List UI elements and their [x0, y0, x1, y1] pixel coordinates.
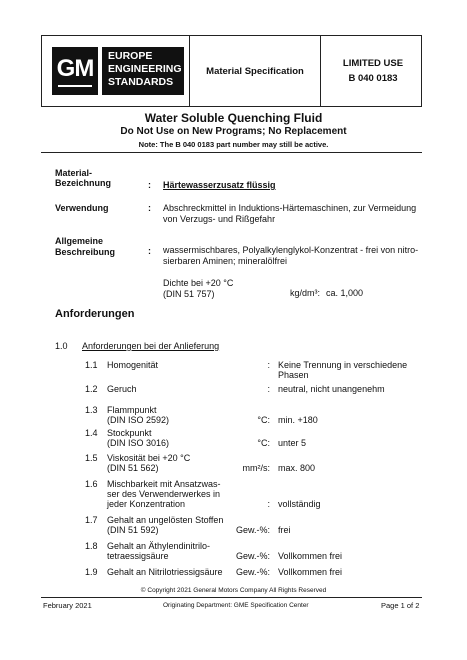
dichte-value: ca. 1,000 — [326, 288, 364, 298]
row-unit: Gew.-%: — [235, 551, 270, 561]
header-box — [41, 35, 422, 107]
limited-use-label: LIMITED USE — [342, 58, 404, 69]
row-label: Viskosität bei +20 °C — [107, 453, 191, 463]
row-number: 1.1 — [85, 360, 98, 370]
row-value: Keine Trennung in verschiedene — [278, 360, 408, 370]
row-number: 1.9 — [85, 567, 98, 577]
row-label: Homogenität — [107, 360, 159, 370]
page-note: Note: The B 040 0183 part number may still be active. — [138, 140, 329, 149]
row-number: 1.2 — [85, 384, 98, 394]
row-label-cont: (DIN ISO 2592) — [107, 415, 170, 425]
row-label-cont: (DIN 51 562) — [107, 463, 159, 473]
header-divider — [189, 36, 190, 106]
spec-id-block — [324, 36, 422, 106]
page-subtitle: Do Not Use on New Programs; No Replacement — [120, 126, 347, 137]
row-label: Gehalt an Nitrilotriessigsäure — [107, 567, 223, 577]
anforderungen-heading: Anforderungen — [55, 308, 135, 320]
material-label: Material- Bezeichnung — [55, 168, 112, 188]
document-type: Material Specification — [206, 65, 304, 77]
footer-divider — [41, 597, 422, 598]
row-label: Geruch — [107, 384, 137, 394]
row-unit: Gew.-%: — [235, 567, 270, 577]
row-label: Gehalt an ungelösten Stoffen — [107, 515, 224, 525]
row-label: Flammpunkt — [107, 405, 157, 415]
row-unit: Gew.-%: — [235, 525, 270, 535]
footer-department: Originating Department: GME Specification Center — [163, 602, 309, 609]
beschreibung-colon: : — [148, 246, 151, 256]
row-label-cont: (DIN 51 592) — [107, 525, 159, 535]
section-title: Anforderungen bei der Anlieferung — [82, 341, 220, 351]
row-unit: : — [267, 499, 270, 509]
verwendung-label: Verwendung — [55, 203, 109, 213]
row-unit: : — [267, 384, 270, 394]
verwendung-colon: : — [148, 203, 151, 213]
row-value: min. +180 — [278, 415, 318, 425]
footer-page-number: Page 1 of 2 — [381, 601, 420, 610]
row-number: 1.4 — [85, 428, 98, 438]
row-number: 1.6 — [85, 479, 98, 489]
row-value-cont: Phasen — [278, 370, 309, 380]
row-number: 1.5 — [85, 453, 98, 463]
row-label: Gehalt an Äthylendinitrilo- — [107, 541, 211, 551]
spec-number: B 040 0183 — [348, 73, 398, 84]
row-value: unter 5 — [278, 438, 307, 448]
copyright-notice: © Copyright 2021 General Motors Company All Rights Reserved — [140, 587, 327, 594]
title-divider — [41, 152, 422, 153]
material-colon: : — [148, 180, 151, 190]
row-number: 1.3 — [85, 405, 98, 415]
row-number: 1.7 — [85, 515, 98, 525]
row-unit: °C: — [257, 415, 270, 425]
verwendung-value: Abschreckmittel in Induktions-Härtemaschinen, zur Vermeidung von Verzugs- und Rißgefahr — [163, 203, 417, 224]
europe-engineering-standards-badge: EUROPE ENGINEERING STANDARDS — [102, 47, 184, 95]
row-value: neutral, nicht unangenehm — [278, 384, 385, 394]
material-value: Härtewasserzusatz flüssig — [163, 180, 276, 190]
section-number: 1.0 — [55, 341, 68, 351]
row-number: 1.8 — [85, 541, 98, 551]
header-divider — [320, 36, 321, 106]
row-label: Mischbarkeit mit Ansatzwas- — [107, 479, 221, 489]
row-value: frei — [278, 525, 291, 535]
row-unit: °C: — [257, 438, 270, 448]
row-unit: : — [267, 360, 270, 370]
dichte-unit: kg/dm³: — [290, 288, 321, 298]
row-label-cont: (DIN ISO 3016) — [107, 438, 170, 448]
beschreibung-label: Allgemeine Beschreibung — [55, 236, 116, 257]
footer-date: February 2021 — [43, 601, 92, 610]
row-value: Vollkommen frei — [278, 567, 343, 577]
row-label-cont: tetraessigsäure — [107, 551, 169, 561]
row-label-cont: jeder Konzentration — [107, 499, 186, 509]
row-label: Stockpunkt — [107, 428, 152, 438]
page-title: Water Soluble Quenching Fluid — [144, 111, 323, 125]
beschreibung-value: wassermischbares, Polyalkylenglykol-Konzentrat - frei von nitro- sierbaren Aminen; mineralölfrei — [163, 245, 419, 266]
dichte-label: Dichte bei +20 °C (DIN 51 757) — [163, 278, 234, 299]
row-value: vollständig — [278, 499, 321, 509]
row-label-cont: ser des Verwenderwerkes in — [107, 489, 221, 499]
gm-logo: GM — [52, 47, 98, 95]
row-value: max. 800 — [278, 463, 316, 473]
row-unit: mm²/s: — [242, 463, 270, 473]
row-value: Vollkommen frei — [278, 551, 343, 561]
